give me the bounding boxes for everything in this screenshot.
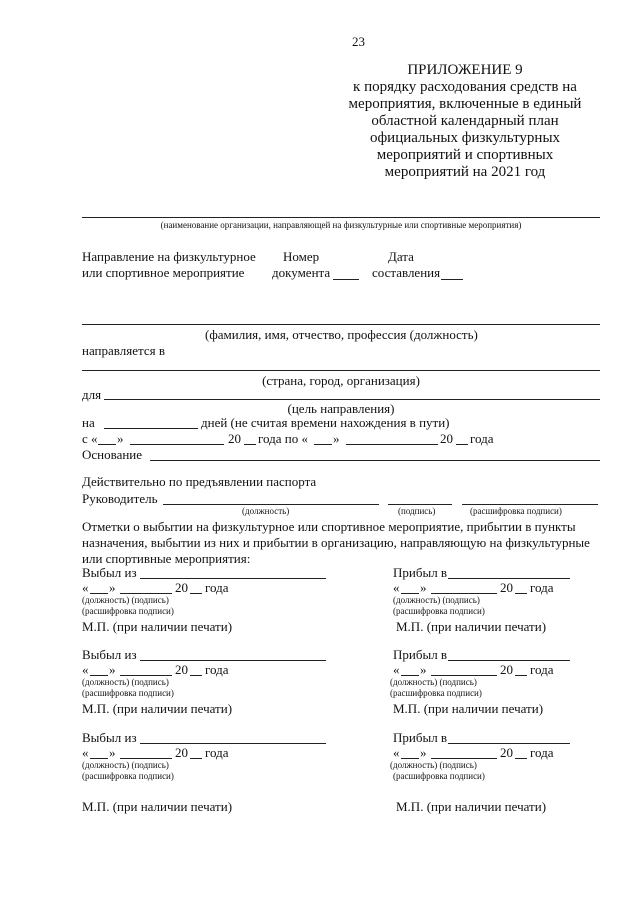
period-year2-field[interactable] (456, 444, 468, 445)
appendix-line: официальных физкультурных (369, 130, 561, 146)
left-label: Выбыл из (82, 565, 137, 580)
left-date-open: « (82, 745, 89, 760)
right-year-field[interactable] (515, 675, 527, 676)
doc-number-label: Номер (283, 249, 320, 264)
right-date-day[interactable] (401, 593, 419, 594)
appendix-line: к порядку расходования средств на (353, 79, 577, 95)
period-year1-field[interactable] (244, 444, 256, 445)
right-label: Прибыл в (393, 565, 448, 580)
right-year: 20 (500, 662, 513, 677)
left-place-line[interactable] (140, 743, 326, 744)
doc-number-field[interactable] (333, 279, 359, 280)
left-label: Выбыл из (82, 647, 137, 662)
period-day1[interactable] (98, 444, 116, 445)
period-month2[interactable] (346, 444, 438, 445)
head-cap-position: (должность) (242, 506, 290, 516)
left-date-day[interactable] (90, 758, 108, 759)
right-cap-pos-sign: (должность) (подпись) (390, 677, 477, 687)
right-date-close: » (420, 580, 427, 595)
right-date-day[interactable] (401, 758, 419, 759)
period-q2: » (333, 431, 340, 446)
days-field[interactable] (104, 428, 198, 429)
for-label: для (82, 387, 102, 402)
head-label: Руководитель (82, 491, 158, 506)
period-q1: » (117, 431, 124, 446)
right-goda: года (530, 745, 554, 760)
period-day2[interactable] (314, 444, 332, 445)
country-line[interactable] (82, 370, 600, 371)
right-year-field[interactable] (515, 593, 527, 594)
right-date-month[interactable] (431, 593, 497, 594)
days-na: на (82, 415, 95, 430)
passport-note: Действительно по предъявлении паспорта (82, 474, 317, 489)
left-label: Выбыл из (82, 730, 137, 745)
fio-caption: (фамилия, имя, отчество, профессия (должность) (205, 327, 478, 342)
page-number: 23 (352, 34, 365, 49)
right-mp: М.П. (при наличии печати) (396, 799, 547, 814)
right-goda: года (530, 662, 554, 677)
right-date-month[interactable] (431, 675, 497, 676)
marks-line-1: Отметки о выбытии на физкультурное или спортивное мероприятие, прибытии в пункты (82, 519, 576, 534)
left-mp: М.П. (при наличии печати) (82, 701, 233, 716)
left-year-field[interactable] (190, 758, 202, 759)
fio-line[interactable] (82, 324, 600, 325)
left-cap-pos-sign: (должность) (подпись) (82, 760, 169, 770)
left-date-close: » (109, 580, 116, 595)
date-field[interactable] (441, 279, 463, 280)
marks-line-2: назначения, выбытии из них и прибытии в организацию, направляющую на физкультурные (82, 535, 590, 550)
right-goda: года (530, 580, 554, 595)
left-date-close: » (109, 662, 116, 677)
right-date-open: « (393, 662, 400, 677)
head-signature-line[interactable] (388, 504, 452, 505)
right-cap-pos-sign: (должность) (подпись) (393, 595, 480, 605)
appendix-line: мероприятий на 2021 год (384, 164, 546, 180)
left-date-month[interactable] (120, 593, 172, 594)
right-cap-decode: (расшифровка подписи) (393, 771, 485, 781)
head-decode-line[interactable] (462, 504, 598, 505)
date-label-2: составления (372, 265, 441, 280)
direction-title-1: Направление на физкультурное (82, 249, 256, 264)
left-mp: М.П. (при наличии печати) (82, 799, 233, 814)
appendix-header (330, 62, 600, 181)
left-date-month[interactable] (120, 758, 172, 759)
days-text: дней (не считая времени нахождения в пути) (201, 415, 450, 430)
right-date-day[interactable] (401, 675, 419, 676)
left-place-line[interactable] (140, 660, 326, 661)
right-date-close: » (420, 662, 427, 677)
left-cap-pos-sign: (должность) (подпись) (82, 677, 169, 687)
left-goda: года (205, 580, 229, 595)
right-year: 20 (500, 745, 513, 760)
left-mp: М.П. (при наличии печати) (82, 619, 233, 634)
purpose-caption: (цель направления) (287, 401, 395, 416)
left-date-open: « (82, 662, 89, 677)
left-year-field[interactable] (190, 675, 202, 676)
period-year2: 20 (440, 431, 453, 446)
head-cap-decode: (расшифровка подписи) (470, 506, 562, 516)
head-position-line[interactable] (163, 504, 379, 505)
period-month1[interactable] (130, 444, 224, 445)
right-label: Прибыл в (393, 730, 448, 745)
left-date-open: « (82, 580, 89, 595)
right-cap-decode: (расшифровка подписи) (390, 688, 482, 698)
purpose-line[interactable] (104, 399, 600, 400)
right-place-line[interactable] (448, 660, 570, 661)
head-cap-signature: (подпись) (398, 506, 436, 516)
right-label: Прибыл в (393, 647, 448, 662)
doc-number-label-2: документа (272, 265, 331, 280)
appendix-line: мероприятия, включенные в единый (348, 96, 582, 112)
left-cap-decode: (расшифровка подписи) (82, 771, 174, 781)
left-cap-decode: (расшифровка подписи) (82, 688, 174, 698)
right-cap-pos-sign: (должность) (подпись) (390, 760, 477, 770)
left-year: 20 (175, 745, 188, 760)
right-year: 20 (500, 580, 513, 595)
right-date-month[interactable] (431, 758, 497, 759)
period-year1: 20 (228, 431, 241, 446)
left-date-day[interactable] (90, 593, 108, 594)
left-goda: года (205, 662, 229, 677)
left-date-day[interactable] (90, 675, 108, 676)
right-place-line[interactable] (448, 743, 570, 744)
left-goda: года (205, 745, 229, 760)
left-cap-decode: (расшифровка подписи) (82, 606, 174, 616)
period-goda-po: года по « (258, 431, 308, 446)
country-caption: (страна, город, организация) (262, 373, 420, 388)
appendix-line: мероприятий и спортивных (376, 147, 554, 163)
org-line[interactable] (82, 217, 600, 218)
right-year-field[interactable] (515, 758, 527, 759)
right-date-open: « (393, 580, 400, 595)
left-year: 20 (175, 662, 188, 677)
period-from: с « (82, 431, 98, 446)
right-mp: М.П. (при наличии печати) (396, 619, 547, 634)
left-place-line[interactable] (140, 578, 326, 579)
direction-title-2: или спортивное мероприятие (82, 265, 245, 280)
left-date-month[interactable] (120, 675, 172, 676)
marks-line-3: или спортивные мероприятия: (82, 551, 251, 566)
appendix-title: ПРИЛОЖЕНИЕ 9 (407, 62, 523, 78)
left-year-field[interactable] (190, 593, 202, 594)
right-place-line[interactable] (448, 578, 570, 579)
basis-label: Основание (82, 447, 143, 462)
right-cap-decode: (расшифровка подписи) (393, 606, 485, 616)
right-mp: М.П. (при наличии печати) (393, 701, 544, 716)
period-goda: года (470, 431, 494, 446)
right-date-open: « (393, 745, 400, 760)
date-label: Дата (388, 249, 414, 264)
left-date-close: » (109, 745, 116, 760)
sent-to-label: направляется в (82, 343, 165, 358)
basis-line[interactable] (150, 460, 600, 461)
org-caption: (наименование организации, направляющей на физкультурные или спортивные мероприятия) (160, 220, 522, 230)
left-year: 20 (175, 580, 188, 595)
right-date-close: » (420, 745, 427, 760)
left-cap-pos-sign: (должность) (подпись) (82, 595, 169, 605)
appendix-line: областной календарный план (371, 113, 559, 129)
